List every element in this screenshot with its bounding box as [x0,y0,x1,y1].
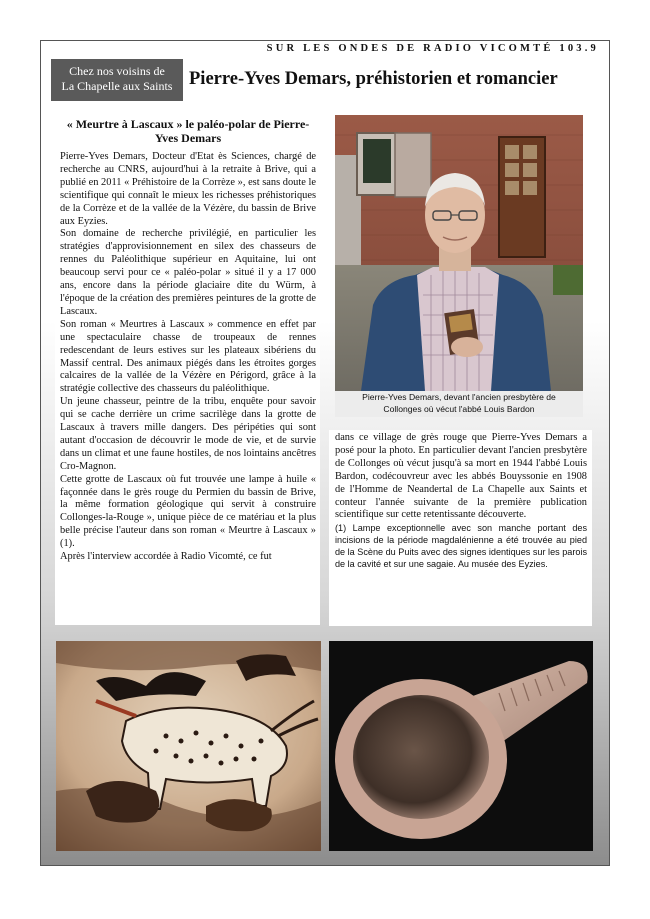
section-label-line2: La Chapelle aux Saints [61,79,173,93]
article-paragraph: Un jeune chasseur, peintre de la tribu, enquête pour savoir qui se cache derrière un crime sacrilège dans la grotte de Lascaux à travers mille dangers. Des péripéties qui sont autant d'occasion de découvrir le mode de vie, et de survie dans un climat et une faune hostiles, de nos lointains ancêtres Cro-Magnon. [60,396,316,472]
article-continuation: dans ce village de grès rouge que Pierre-Yves Demars a posé pour la photo. En particulier devant l'ancien presbytère de Collonges où vécut jusqu'à sa mort en 1944 l'abbé Louis Bardon, codécouvreur avec les abbés Bouyssonie en 1908 de l'Homme de Neandertal de La Chapelle aux Saints et conteur l'année suivante de la première publication scientifique sur cette retentissante découverte. [335,432,587,521]
photo-caption-line1: Pierre-Yves Demars, devant l'ancien presbytère de [362,392,556,402]
photo-caption-line2: Collonges où vécut l'abbé Louis Bardon [383,404,535,414]
article-paragraph: Son domaine de recherche privilégié, en particulier les stratégies d'approvisionnement en silex des chasseurs de rennes du Paléolithique supérieur en Aquitaine, lui ont beaucoup servi pour ce « paléo-polar » situé il y a 17 000 ans, encore dans la période glaciaire dite du Würm, à l'époque de la création des premières peintures de la grotte de Lascaux. [60,228,316,317]
article-subhead: « Meurtre à Lascaux » le paléo-polar de Pierre-Yves Demars [66,117,310,145]
sandstone-oil-lamp-icon [329,641,593,851]
article-paragraph: Après l'interview accordée à Radio Vicomté, ce fut [60,551,272,563]
article-headline: Pierre-Yves Demars, préhistorien et romancier [189,69,558,89]
lascaux-horse-painting-icon [56,641,321,851]
article-column-left [55,111,320,625]
article-page [40,40,610,866]
masthead: SUR LES ONDES DE RADIO VICOMTÉ 103.9 [266,43,599,54]
article-column-right [329,430,592,626]
section-label-line1: Chez nos voisins de [69,64,165,78]
portrait-photo-image [335,115,583,391]
article-paragraph: Pierre-Yves Demars, Docteur d'Etat ès Sciences, chargé de recherche au CNRS, aujourd'hui à la retraite à Brive, qui a publié en 2011 « Préhistoire de la Corrèze », est sans doute le scientifique qui connaît le mieux les richesses préhistoriques de la Corrèze et de la vallée de la Vézère, du bassin de Brive aux Eyzies. [60,151,316,227]
article-paragraph: Cette grotte de Lascaux où fut trouvée une lampe à huile « façonnée dans le grès rouge du Permien du bassin de Brive, la même formation géologique qui servit à construire Collonges-la-Rouge », unique pièce de ce matériau et la plus belle précise l'auteur dans son roman « Meurtre à Lascaux » (1). [60,473,316,550]
section-label [51,59,183,101]
portrait-photo [335,115,583,417]
lamp-image [329,641,593,851]
photo-caption [335,391,583,417]
cave-painting-image [56,641,321,851]
article-paragraph: Son roman « Meurtres à Lascaux » commence en effet par une spectaculaire chasse de troupeaux de rennes redescendant de leurs estives sur les plateaux sibériens du Massif central. Des animaux piégés dans les étroites gorges calcaires de la vallée de la Vézère en Périgord, grâce à la stratégie collective des chasseurs du paléolithique. [60,318,316,395]
article-footnote: (1) Lampe exceptionnelle avec son manche portant des incisions de la période magdalénienne a été trouvée au pied de la Scène du Puits avec des signes identiques sur les parois de la cavité et sur une sagaie. Au musée des Eyzies. [335,523,587,569]
